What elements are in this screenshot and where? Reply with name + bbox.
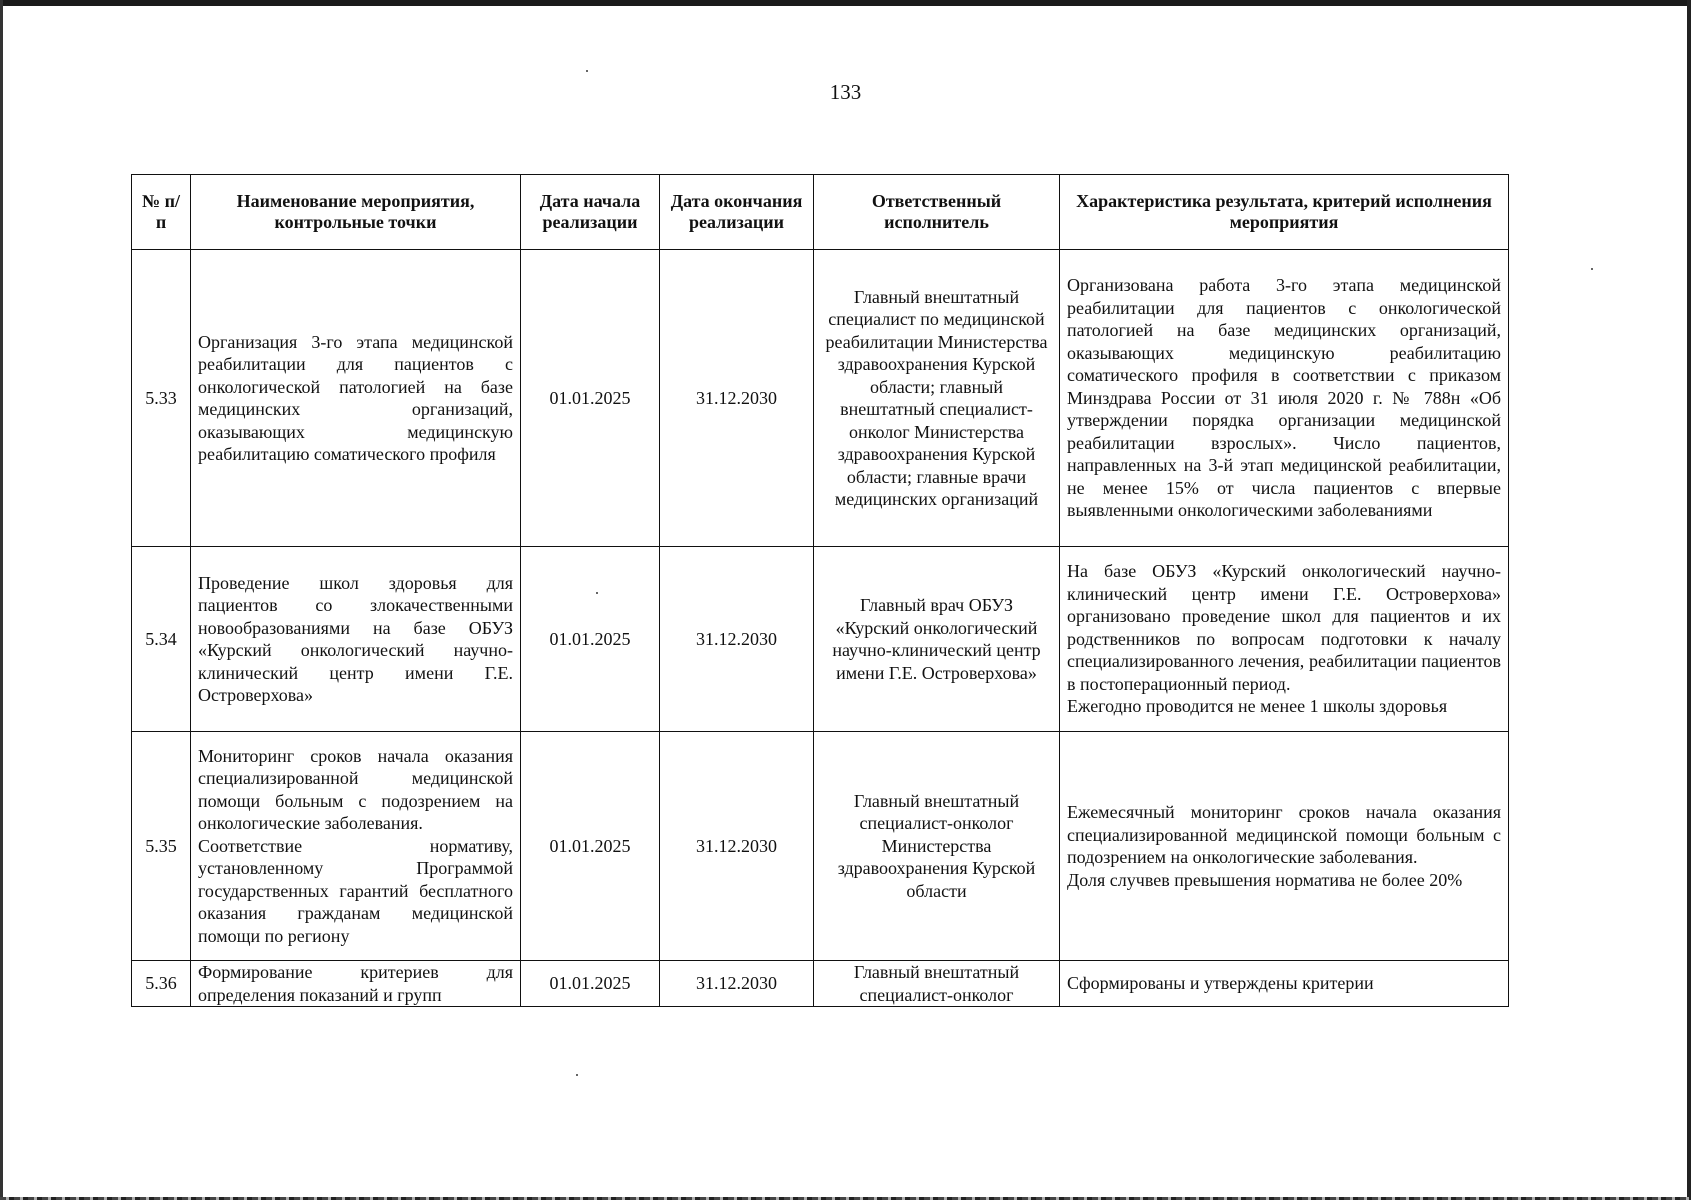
header-start-date: Дата начала реализации <box>521 175 660 250</box>
header-name: Наименование мероприятия, контрольные точки <box>191 175 521 250</box>
row-result-text: На базе ОБУЗ «Курский онкологический научно-клинический центр имени Г.Е. Островерхова» организовано проведение школ для пациентов и их родственников по вопросам подготовки к началу специализированного лечения, реабилитации пациентов в постоперационный период. <box>1067 561 1501 694</box>
header-result: Характеристика результата, критерий исполнения мероприятия <box>1060 175 1509 250</box>
row-name-text: Мониторинг сроков начала оказания специализированной медицинской помощи больным с подозрением на онкологические заболевания. <box>198 745 513 834</box>
row-name-text: Формирование критериев для определения показаний и групп <box>198 962 513 1005</box>
row-result-text: Сформированы и утверждены критерии <box>1067 973 1374 994</box>
row-end-date: 31.12.2030 <box>660 732 814 961</box>
scan-speck <box>586 70 588 72</box>
table-row <box>132 547 1509 732</box>
row-result <box>1060 250 1509 547</box>
scan-speck <box>1591 268 1593 270</box>
row-end-date: 31.12.2030 <box>660 961 814 1007</box>
row-number: 5.35 <box>132 732 191 961</box>
row-name <box>191 547 521 732</box>
row-result-extra: Доля случвев превышения норматива не более 20% <box>1067 869 1463 890</box>
row-number: 5.36 <box>132 961 191 1007</box>
row-end-date: 31.12.2030 <box>660 250 814 547</box>
row-start-date: 01.01.2025 <box>521 961 660 1007</box>
scan-speck <box>576 1074 578 1076</box>
row-name <box>191 250 521 547</box>
row-name-extra: Соответствие нормативу, установленному Программой государственных гарантий бесплатного оказания гражданам медицинской помощи по региону <box>198 835 513 946</box>
header-end-date: Дата окончания реализации <box>660 175 814 250</box>
row-start-date: 01.01.2025 <box>521 732 660 961</box>
row-result <box>1060 732 1509 961</box>
row-result <box>1060 547 1509 732</box>
header-num: № п/п <box>132 175 191 250</box>
row-end-date: 31.12.2030 <box>660 547 814 732</box>
row-responsible: Главный внештатный специалист-онколог Министерства здравоохранения Курской области <box>814 732 1060 961</box>
header-responsible: Ответственный исполнитель <box>814 175 1060 250</box>
row-number: 5.34 <box>132 547 191 732</box>
row-name-text: Организация 3-го этапа медицинской реабилитации для пациентов с онкологической патологией на базе медицинских организаций, оказывающих медицинскую реабилитацию соматического профиля <box>198 331 513 464</box>
row-result <box>1060 961 1509 1007</box>
row-start-date: 01.01.2025 <box>521 547 660 732</box>
row-name <box>191 732 521 961</box>
row-result-text: Ежемесячный мониторинг сроков начала оказания специализированной медицинской помощи больным с подозрением на онкологические заболевания. <box>1067 802 1501 867</box>
table-row <box>132 250 1509 547</box>
row-result-text: Организована работа 3-го этапа медицинской реабилитации для пациентов с онкологической патологией на базе медицинских организаций, оказывающих медицинскую реабилитацию соматического профиля в соответствии с приказом Минздрава России от 31 июля 2020 г. № 788н «Об утверждении порядка организации медицинской реабилитации взрослых». Число пациентов, направленных на 3-й этап медицинской реабилитации, не менее 15% от числа пациентов с впервые выявленными онкологическими заболеваниями <box>1067 275 1501 521</box>
row-result-extra: Ежегодно проводится не менее 1 школы здоровья <box>1067 696 1448 717</box>
row-responsible: Главный внештатный специалист по медицинской реабилитации Министерства здравоохранения Курской области; главный внештатный специалист-онколог Министерства здравоохранения Курской области; главные врачи медицинских организаций <box>814 250 1060 547</box>
row-name <box>191 961 521 1007</box>
scan-edge-left <box>0 0 3 1200</box>
row-number: 5.33 <box>132 250 191 547</box>
table-row <box>132 961 1509 1007</box>
action-plan-table <box>131 174 1509 1007</box>
row-start-date: 01.01.2025 <box>521 250 660 547</box>
row-responsible: Главный врач ОБУЗ «Курский онкологический научно-клинический центр имени Г.Е. Островерхова» <box>814 547 1060 732</box>
row-name-text: Проведение школ здоровья для пациентов со злокачественными новообразованиями на базе ОБУЗ «Курский онкологический научно-клинический центр имени Г.Е. Островерхова» <box>198 572 513 705</box>
scan-edge-right <box>1687 0 1691 1200</box>
table-header-row <box>132 175 1509 250</box>
page-number: 133 <box>829 80 862 104</box>
table-row <box>132 732 1509 961</box>
scan-edge-top <box>0 0 1691 6</box>
row-responsible: Главный внештатный специалист-онколог <box>814 961 1060 1007</box>
